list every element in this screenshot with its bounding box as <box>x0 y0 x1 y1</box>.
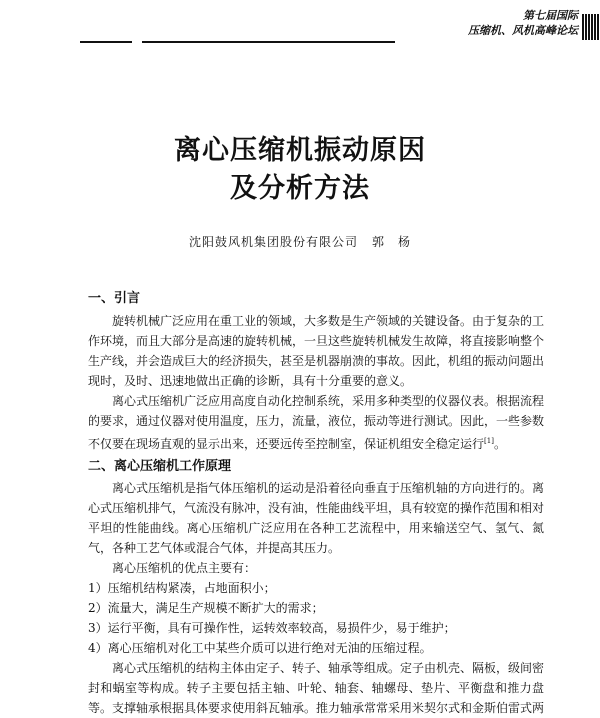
header-conference: 第七届国际 <box>523 9 578 22</box>
body-text <box>88 288 544 718</box>
advantage-item: 1）压缩机结构紧凑，占地面积小； <box>88 581 276 595</box>
section-2-paragraph-1: 离心式压缩机是指气体压缩机的运动是沿着径向垂直于压缩机轴的方向进行的。离心式压缩机排气，气流没有脉冲，没有油，性能曲线平坦，具有较宽的操作范围和相对平坦的性能曲线。离心压缩机广泛应用在各种工艺流程中，用来输送空气、氢气、氮气，各种工艺气体或混合气体，并提高其压力。 <box>88 481 545 555</box>
citation-1: [1] <box>484 437 494 445</box>
affiliation-org: 沈阳鼓风机集团股份有限公司 <box>188 235 358 249</box>
section-1-paragraph-2-end: 。 <box>493 437 506 451</box>
advantage-item: 4）离心压缩机对化工中某些介质可以进行绝对无油的压缩过程。 <box>88 641 432 655</box>
section-1-paragraph-2 <box>88 391 544 454</box>
section-1-paragraph-2-text: 离心式压缩机广泛应用高度自动化控制系统，采用多种类型的仪器仪表。根据流程的要求，通过仪器对使用温度，压力，流量，液位，振动等进行测试。因此，一些参数不仅要在现场直观的显示出来，还要远传至控制室，保证机组安全稳定运行 <box>88 394 545 451</box>
section-1-heading: 一、引言 <box>88 291 141 306</box>
advantage-item: 2）流量大，满足生产规模不断扩大的需求； <box>88 601 324 615</box>
title-line-2: 及分析方法 <box>230 173 370 204</box>
section-1-paragraph-1: 旋转机械广泛应用在重工业的领域，大多数是生产领域的关键设备。由于复杂的工作环境，而且大部分是高速的旋转机械，一旦这些旋转机械发生故障，将直接影响整个生产线，并会造成巨大的经济损失，甚至是机器崩溃的事故。因此，机组的振动问题出现时，及时、迅速地做出正确的诊断，具有十分重要的意义。 <box>88 314 545 388</box>
title-line-1: 离心压缩机振动原因 <box>174 135 426 166</box>
paper-title <box>0 132 600 208</box>
advantage-item: 3）运行平衡，具有可操作性，运转效率较高，易损件少，易于维护； <box>88 621 456 635</box>
header-series: 压缩机、风机高峰论坛 <box>468 24 578 37</box>
running-header <box>468 8 578 38</box>
section-2-paragraph-3: 离心式压缩机的结构主体由定子、转子、轴承等组成。定子由机壳、隔板，级间密封和蜗室等构成。转子主要包括主轴、叶轮、轴套、轴螺母、垫片、平衡盘和推力盘等。支撑轴承根据具体要求使用斜瓦轴承。推力轴承常常采用米契尔式和金斯伯雷式两 <box>88 661 545 715</box>
header-bar-mark <box>582 14 600 40</box>
section-2-paragraph-2: 离心压缩机的优点主要有： <box>112 561 257 575</box>
section-2-heading: 二、离心压缩机工作原理 <box>88 459 232 474</box>
affiliation <box>0 233 600 250</box>
author-name: 郭 杨 <box>372 235 412 249</box>
header-rule <box>80 41 395 43</box>
